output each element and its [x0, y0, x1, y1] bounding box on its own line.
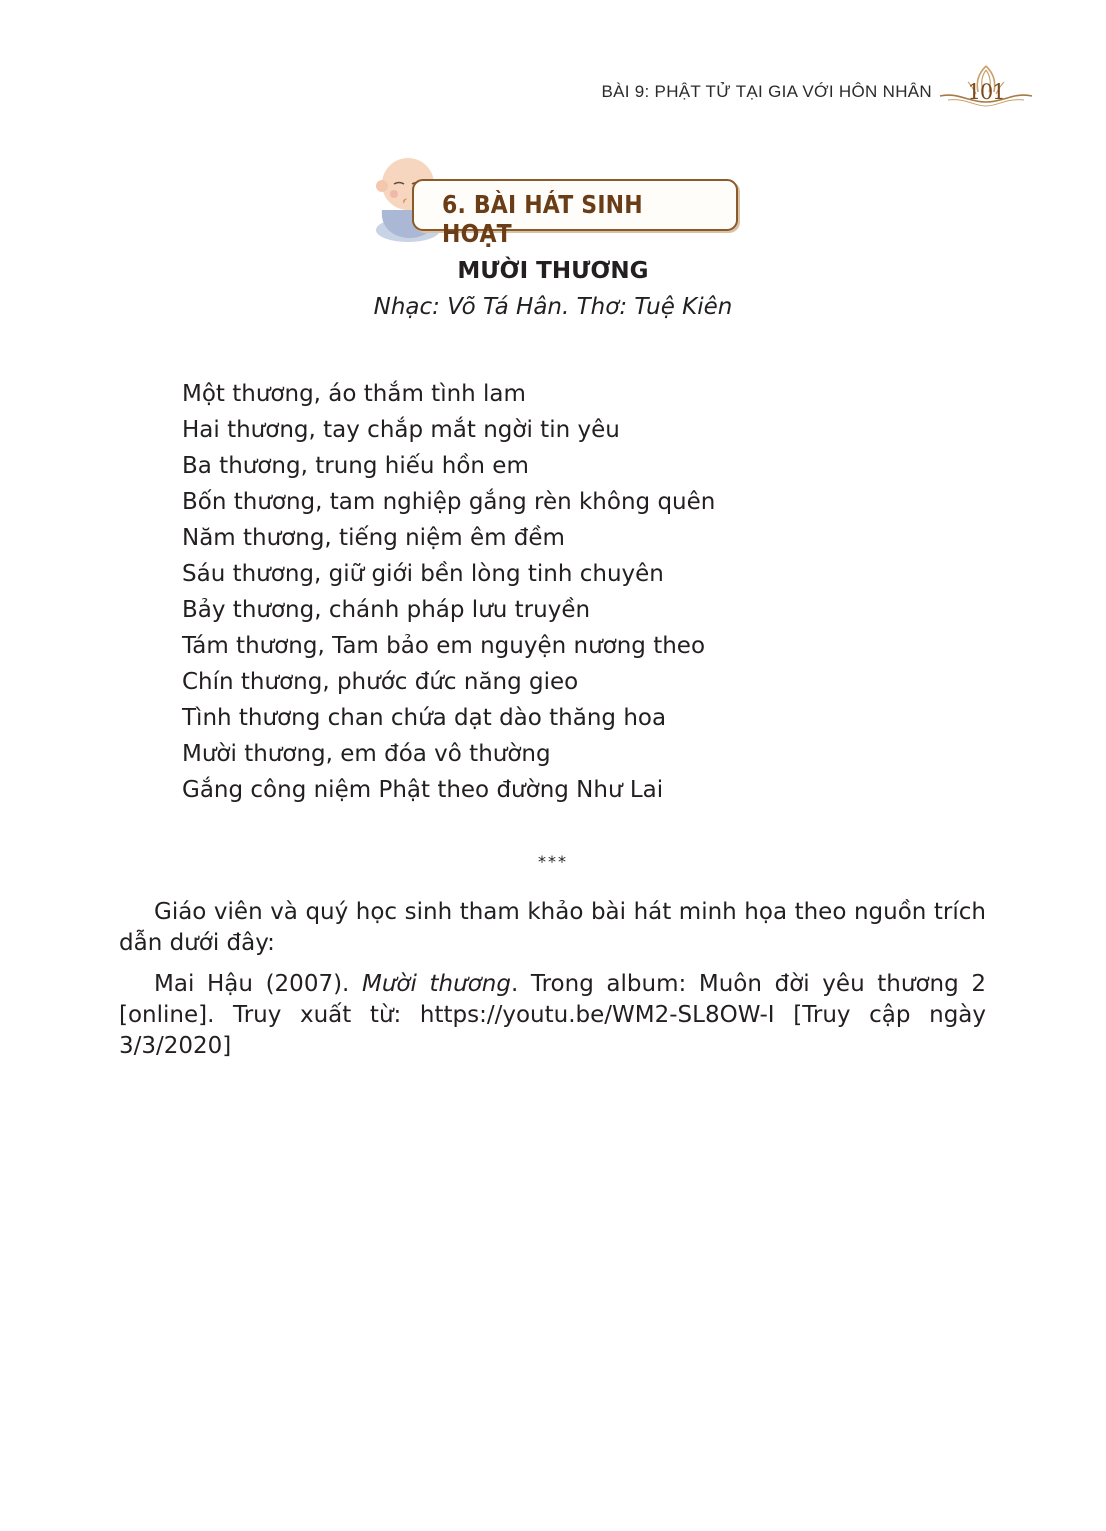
lyric-line: Sáu thương, giữ giới bền lòng tinh chuyên	[182, 561, 664, 587]
lyric-line: Chín thương, phước đức năng gieo	[182, 669, 579, 695]
reference-author-year: Mai Hậu (2007).	[154, 971, 363, 997]
page-number-emblem	[938, 62, 1034, 108]
lyric-line: Gắng công niệm Phật theo đường Như Lai	[182, 777, 664, 803]
page-header	[601, 62, 1034, 108]
lyric-line: Tám thương, Tam bảo em nguyện nương theo	[182, 633, 706, 659]
reference-paragraph	[119, 969, 986, 1062]
song-lyrics	[182, 376, 715, 808]
section-title: 6. BÀI HÁT SINH HOẠT	[442, 190, 643, 248]
section-separator: ***	[538, 852, 568, 871]
intro-paragraph: Giáo viên và quý học sinh tham khảo bài hát minh họa theo nguồn trích dẫn dưới đây:	[119, 899, 986, 956]
lyric-line: Bốn thương, tam nghiệp gắng rèn không quên	[182, 489, 716, 515]
reference-song-title: Mười thương	[362, 971, 511, 997]
song-title: MƯỜI THƯƠNG	[457, 258, 649, 284]
lyric-line: Năm thương, tiếng niệm êm đềm	[182, 525, 565, 551]
reference-details: . Trong album: Muôn đời yêu thương 2 [online]. Truy xuất từ: https://youtu.be/WM2-SL8OW-I [Truy cập ngày 3/3/2020]	[119, 971, 986, 1059]
lyric-line: Hai thương, tay chắp mắt ngời tin yêu	[182, 417, 620, 443]
song-credits: Nhạc: Võ Tá Hân. Thơ: Tuệ Kiên	[373, 294, 733, 320]
chapter-title: BÀI 9: PHẬT TỬ TẠI GIA VỚI HÔN NHÂN	[601, 82, 932, 101]
lyric-line: Bảy thương, chánh pháp lưu truyền	[182, 597, 591, 623]
lyric-line: Mười thương, em đóa vô thường	[182, 741, 551, 767]
lyric-line: Tình thương chan chứa dạt dào thăng hoa	[182, 705, 667, 731]
lyric-line: Một thương, áo thắm tình lam	[182, 381, 526, 407]
page-number: 101	[967, 80, 1005, 104]
lyric-line: Ba thương, trung hiếu hồn em	[182, 453, 529, 479]
section-heading-box	[412, 179, 738, 248]
